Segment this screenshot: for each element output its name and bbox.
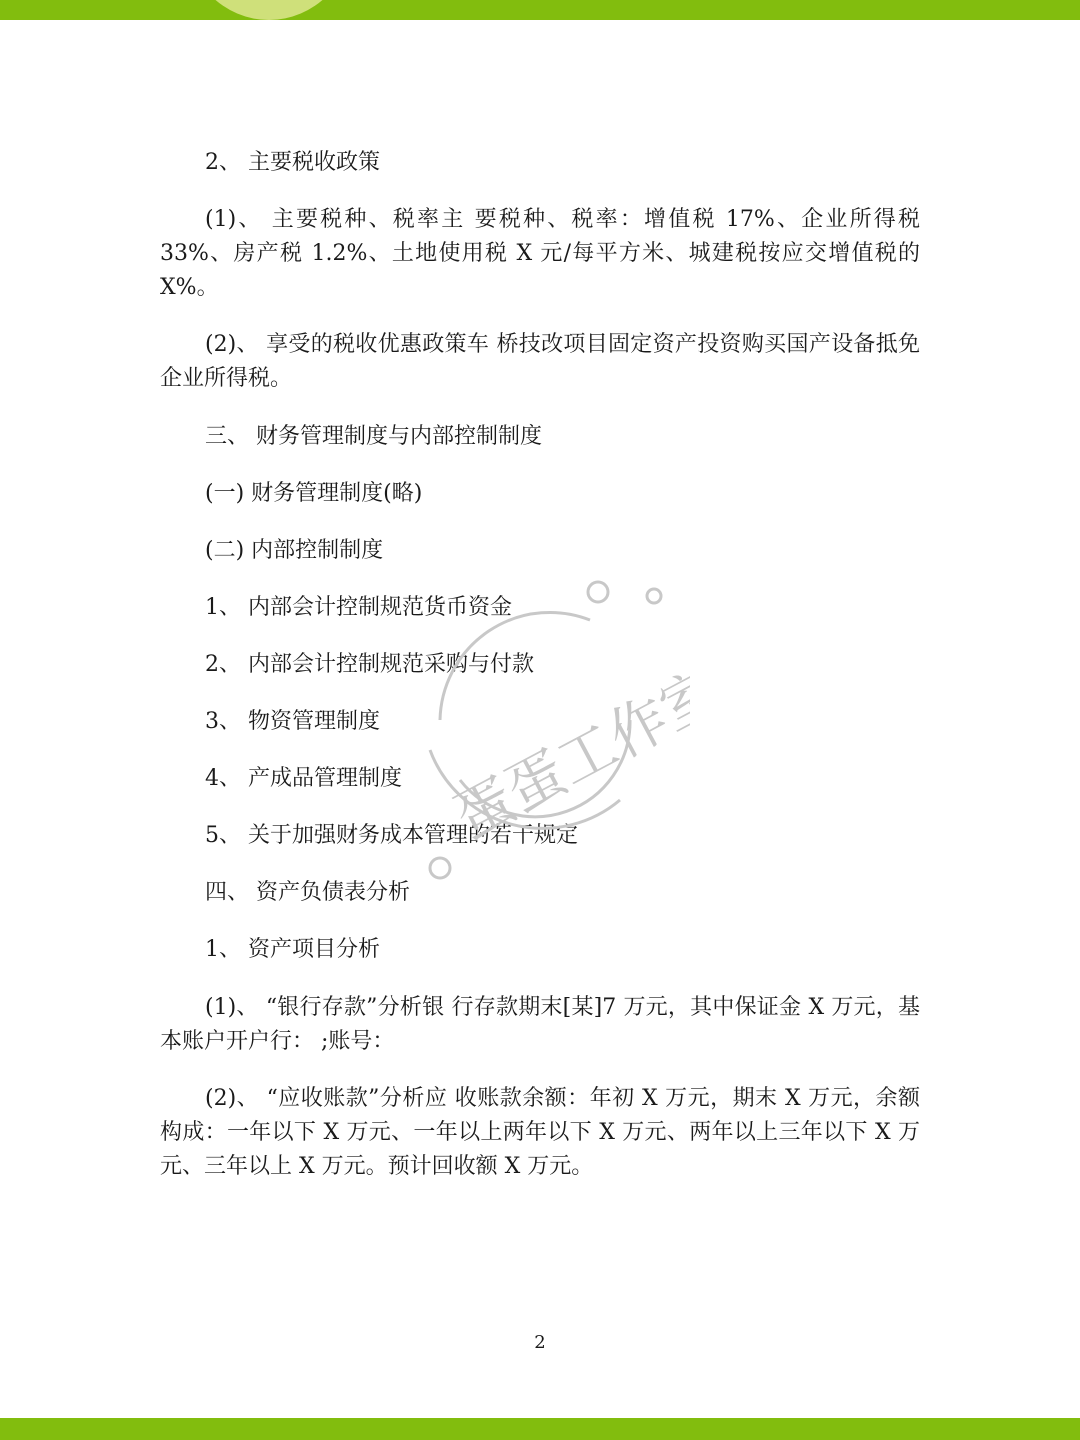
paragraph-receivables: (2)、 “应收账款”分析应 收账款余额：年初 X 万元，期末 X 万元，余额构成：一年以下 X 万元、一年以上两年以下 X 万元、两年以上三年以下 X 万元、三年以上 X 万元。预计回收额 X 万元。 <box>160 1086 920 1179</box>
bottom-accent-bar <box>0 1418 1080 1440</box>
list-item-1: 1、 内部会计控制规范货币资金 <box>205 595 512 620</box>
heading-internal-control: (二) 内部控制制度 <box>205 538 384 563</box>
paragraph-bank-deposit: (1)、 “银行存款”分析银 行存款期末[某]7 万元，其中保证金 X 万元，基本账户开户行： ;账号： <box>160 995 920 1054</box>
list-item-5: 5、 关于加强财务成本管理的若干规定 <box>205 823 578 848</box>
list-item-4: 4、 产成品管理制度 <box>205 766 402 791</box>
list-item-2: 2、 内部会计控制规范采购与付款 <box>205 652 534 677</box>
paragraph-tax-incentives: (2)、 享受的税收优惠政策车 桥技改项目固定资产投资购买国产设备抵免企业所得税。 <box>160 332 920 391</box>
paragraph-tax-rates: (1)、 主要税种、税率主 要税种、税率：增值税 17%、企业所得税 33%、房产税 1.2%、土地使用税 X 元/每平方米、城建税按应交增值税的 X%。 <box>160 207 920 300</box>
heading-tax-policy: 2、 主要税收政策 <box>205 150 380 175</box>
list-item-3: 3、 物资管理制度 <box>205 709 380 734</box>
heading-financial-management: (一) 财务管理制度(略) <box>205 481 423 506</box>
heading-section-four: 四、 资产负债表分析 <box>205 880 410 905</box>
watermark-text: 蛋蛋工作室 <box>443 656 690 853</box>
heading-asset-analysis: 1、 资产项目分析 <box>205 937 380 962</box>
heading-section-three: 三、 财务管理制度与内部控制制度 <box>205 424 542 449</box>
page-number: 2 <box>534 1332 546 1353</box>
